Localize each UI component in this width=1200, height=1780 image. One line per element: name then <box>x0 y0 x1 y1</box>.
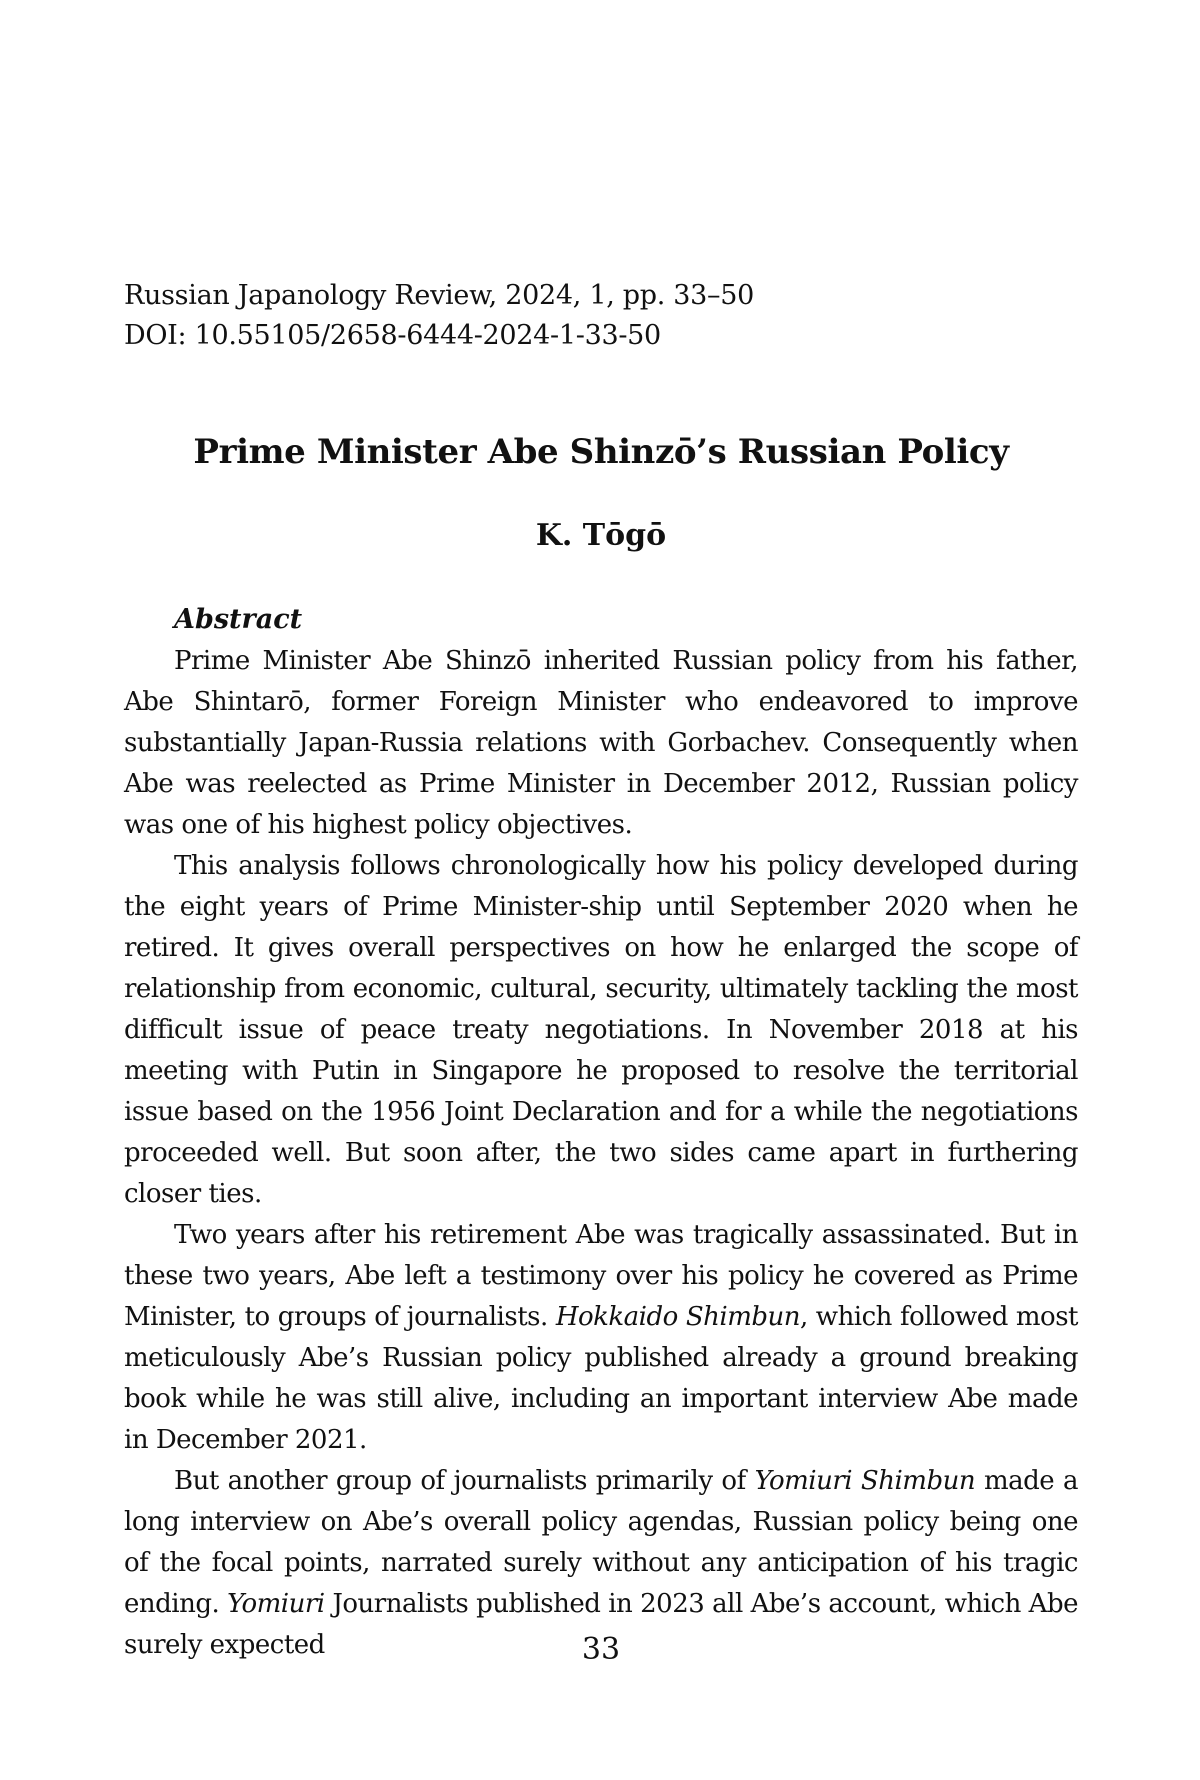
paragraph-text: Two years after his retirement Abe was tragically assassinated. But in these two years, Abe left a testimony over his policy he covered as Prime Minister, to groups of journalists. <box>124 1220 1078 1332</box>
paper-page <box>124 0 1078 1780</box>
newspaper-name: Hokkaido Shimbun <box>555 1302 800 1332</box>
abstract-paragraph-2: This analysis follows chronologically how his policy developed during the eight years of Prime Minister-ship until September 2020 when he retired. It gives overall perspectives on how he enlarged the scope of relationship from economic, cultural, security, ultimately tackling the most difficult issue of peace treaty negotiations. In November 2018 at his meeting with Putin in Singapore he proposed to resolve the territorial issue based on the 1956 Joint Declaration and for a while the negotiations proceeded well. But soon after, the two sides came apart in furthering closer ties. <box>124 851 1078 1209</box>
newspaper-name: Yomiuri <box>227 1589 325 1619</box>
newspaper-name: Yomiuri Shimbun <box>754 1466 976 1496</box>
article-author: K. Tōgō <box>535 518 667 553</box>
abstract-paragraph-3 <box>124 1215 1078 1461</box>
article-title: Prime Minister Abe Shinzō’s Russian Policy <box>193 432 1009 472</box>
abstract-body <box>124 641 1078 1666</box>
doi-line: DOI: 10.55105/2658-6444-2024-1-33-50 <box>124 320 661 351</box>
paragraph-text: , which followed most meticulously Abe’s Russian policy published already a ground breaking book while he was still alive, including an important interview Abe made in December 2021. <box>124 1302 1078 1455</box>
paragraph-text: But another group of journalists primarily of <box>174 1466 755 1496</box>
abstract-heading: Abstract <box>174 604 303 635</box>
paragraph-text: made a long interview on Abe’s overall policy agendas, Russian policy being one of the focal points, narrated surely without any anticipation of his tragic ending. <box>124 1466 1079 1619</box>
paragraph-text: Journalists published in 2023 all Abe’s account, which Abe surely expected <box>124 1589 1078 1660</box>
abstract-paragraph-1: Prime Minister Abe Shinzō inherited Russian policy from his father, Abe Shintarō, former Foreign Minister who endeavored to improve substantially Japan-Russia relations with Gorbachev. Consequently when Abe was reelected as Prime Minister in December 2012, Russian policy was one of his highest policy objectives. <box>124 646 1078 840</box>
page-number: 33 <box>581 1632 621 1667</box>
journal-citation: Russian Japanology Review, 2024, 1, pp. 33–50 <box>124 280 755 311</box>
journal-header <box>124 276 754 356</box>
